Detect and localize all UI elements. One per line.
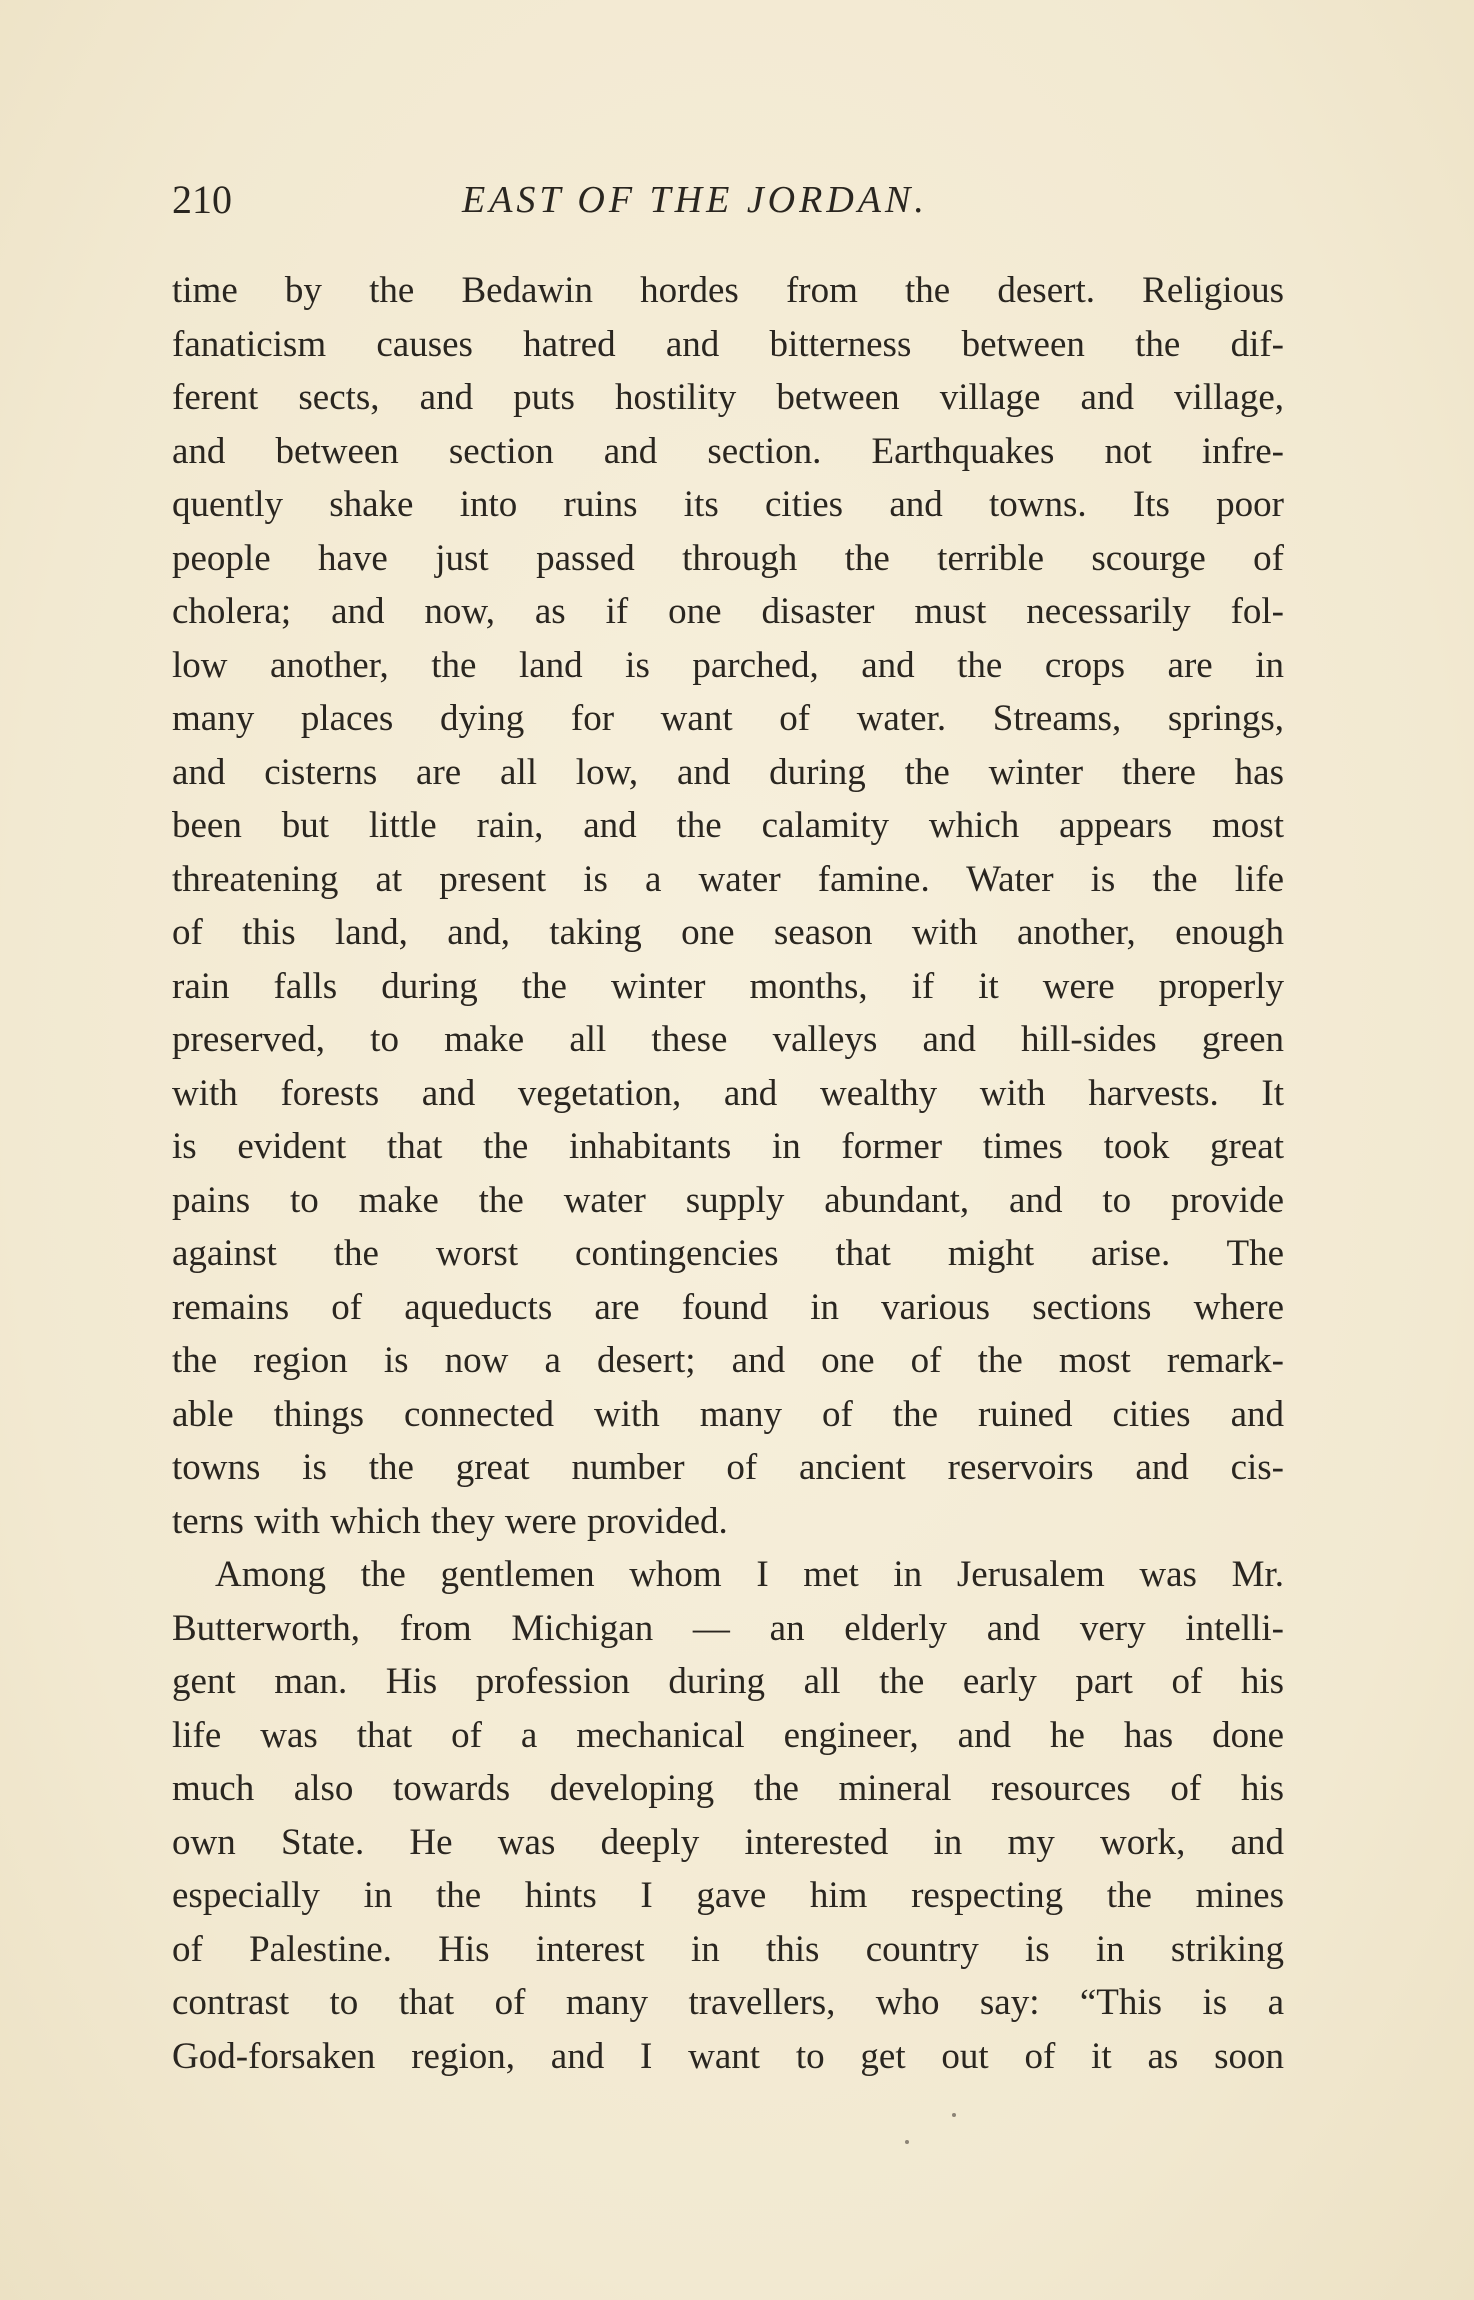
text-line: Butterworth, from Michigan — an elderly and very intelli- xyxy=(172,1607,1284,1649)
text-line: and between section and section. Earthquakes not infre- xyxy=(172,430,1284,472)
text-line: Among the gentlemen whom I met in Jerusalem was Mr. xyxy=(215,1554,1284,1595)
text-line: many places dying for want of water. Streams, springs, xyxy=(172,698,1284,739)
text-line: especially in the hints I gave him respecting the mines xyxy=(172,1875,1284,1916)
text-line: of this land, and, taking one season with another, enough xyxy=(172,912,1284,953)
text-line: gent man. His profession during all the early part of his xyxy=(172,1661,1284,1702)
text-line: preserved, to make all these valleys and hill-sides green xyxy=(172,1019,1284,1060)
text-line: cholera; and now, as if one disaster must necessarily fol- xyxy=(172,591,1284,632)
text-line: against the worst contingencies that might arise. The xyxy=(172,1233,1284,1274)
text-line: people have just passed through the terrible scourge of xyxy=(172,537,1284,579)
text-line: been but little rain, and the calamity which appears most xyxy=(172,805,1284,846)
text-line: God-forsaken region, and I want to get out of it as soon xyxy=(172,2035,1284,2077)
text-line: ferent sects, and puts hostility between village and village, xyxy=(172,377,1284,418)
body-text xyxy=(172,264,1284,2083)
text-line: terns with which they were provided. xyxy=(172,1500,728,1542)
text-line: own State. He was deeply interested in my work, and xyxy=(172,1821,1284,1863)
paragraph-2 xyxy=(172,1548,1284,2083)
page-header xyxy=(172,172,1284,228)
text-line: time by the Bedawin hordes from the desert. Religious xyxy=(172,270,1284,311)
page-number: 210 xyxy=(172,177,232,222)
paragraph-1 xyxy=(172,264,1284,1548)
text-line: much also towards developing the mineral resources of his xyxy=(172,1768,1284,1809)
paper-speck xyxy=(905,2140,909,2144)
text-line: remains of aqueducts are found in various sections where xyxy=(172,1286,1284,1328)
text-line: towns is the great number of ancient reservoirs and cis- xyxy=(172,1447,1284,1488)
text-line: threatening at present is a water famine. Water is the life xyxy=(172,858,1284,900)
text-line: quently shake into ruins its cities and towns. Its poor xyxy=(172,484,1284,525)
text-line: of Palestine. His interest in this country is in striking xyxy=(172,1928,1284,1970)
text-line: able things connected with many of the ruined cities and xyxy=(172,1393,1284,1435)
text-line: with forests and vegetation, and wealthy with harvests. It xyxy=(172,1072,1284,1114)
text-line: is evident that the inhabitants in former times took great xyxy=(172,1126,1284,1167)
text-line: the region is now a desert; and one of the most remark- xyxy=(172,1340,1284,1381)
text-line: and cisterns are all low, and during the winter there has xyxy=(172,751,1284,793)
paper-speck xyxy=(952,2113,956,2117)
text-line: life was that of a mechanical engineer, and he has done xyxy=(172,1714,1284,1756)
text-line: contrast to that of many travellers, who say: “This is a xyxy=(172,1982,1284,2023)
text-line: rain falls during the winter months, if it were properly xyxy=(172,965,1284,1007)
text-line: pains to make the water supply abundant, and to provide xyxy=(172,1179,1284,1221)
text-line: fanaticism causes hatred and bitterness between the dif- xyxy=(172,323,1284,365)
text-line: low another, the land is parched, and the crops are in xyxy=(172,644,1284,686)
running-title: EAST OF THE JORDAN. xyxy=(462,179,928,221)
